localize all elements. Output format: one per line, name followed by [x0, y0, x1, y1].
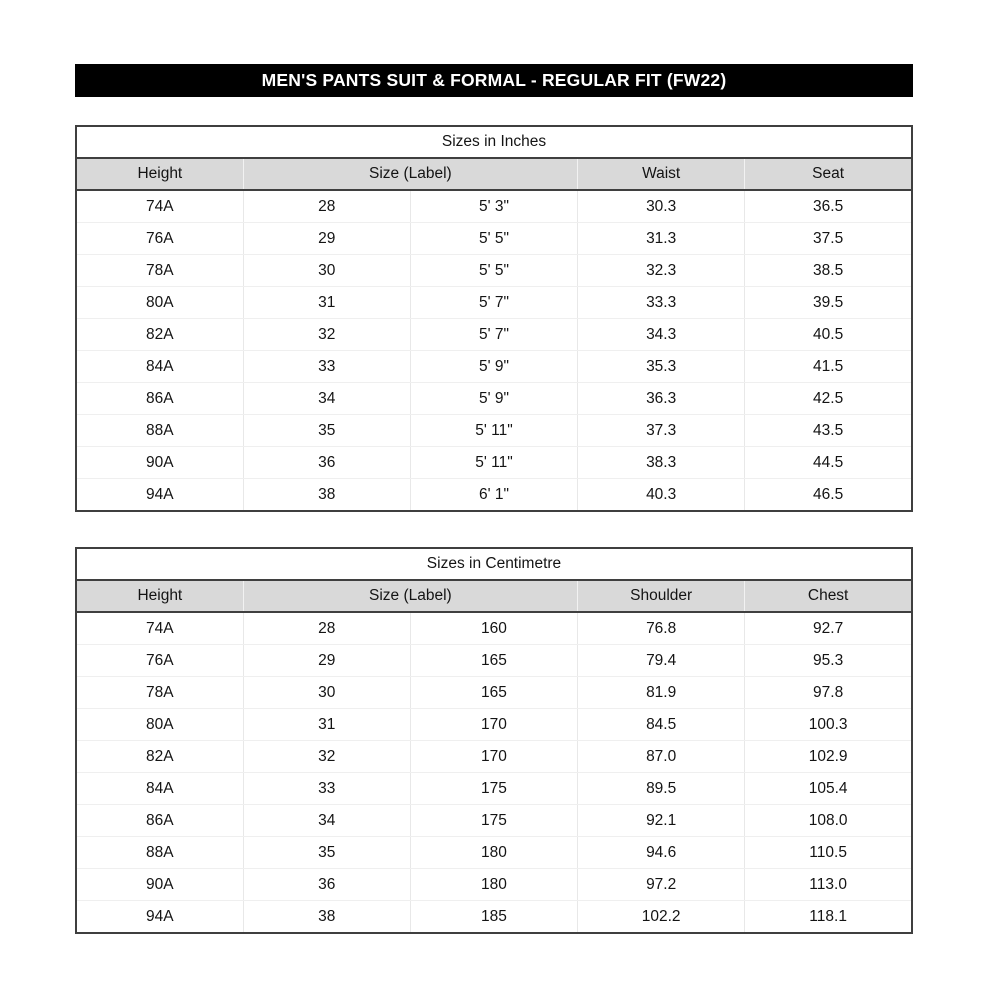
- table-row: [76, 351, 912, 383]
- table-cell: 94A: [76, 479, 243, 512]
- table-cell: 35.3: [578, 351, 745, 383]
- table-row: [76, 612, 912, 645]
- table-header-row: [76, 158, 912, 190]
- table-cell: 5' 11": [410, 447, 577, 479]
- table-cell: 33.3: [578, 287, 745, 319]
- table-header-row: [76, 580, 912, 612]
- table-cell: 105.4: [745, 773, 912, 805]
- table-cell: 118.1: [745, 901, 912, 934]
- table-title: Sizes in Inches: [76, 126, 912, 158]
- table-title-row: [76, 548, 912, 580]
- table-cell: 5' 11": [410, 415, 577, 447]
- table-row: [76, 447, 912, 479]
- table-cell: 36: [243, 447, 410, 479]
- table-cell: 30: [243, 255, 410, 287]
- table-cell: 35: [243, 415, 410, 447]
- table-cell: 5' 5": [410, 223, 577, 255]
- table-cell: 76A: [76, 223, 243, 255]
- table-cell: 84A: [76, 351, 243, 383]
- table-cell: 5' 3": [410, 190, 577, 223]
- table-cell: 33: [243, 773, 410, 805]
- table-cell: 76.8: [578, 612, 745, 645]
- table-cell: 79.4: [578, 645, 745, 677]
- table-cell: 5' 7": [410, 319, 577, 351]
- table-cell: 38.3: [578, 447, 745, 479]
- table-cell: 95.3: [745, 645, 912, 677]
- table-row: [76, 869, 912, 901]
- table-row: [76, 319, 912, 351]
- table-cell: 76A: [76, 645, 243, 677]
- table-cell: 5' 9": [410, 351, 577, 383]
- table-cell: 165: [410, 677, 577, 709]
- column-header: Shoulder: [578, 580, 745, 612]
- table-cell: 97.8: [745, 677, 912, 709]
- table-row: [76, 901, 912, 934]
- table-cell: 81.9: [578, 677, 745, 709]
- table-cell: 34.3: [578, 319, 745, 351]
- table-cell: 40.5: [745, 319, 912, 351]
- table-cell: 90A: [76, 869, 243, 901]
- table-cell: 29: [243, 645, 410, 677]
- table-cell: 185: [410, 901, 577, 934]
- table-cell: 32.3: [578, 255, 745, 287]
- column-header: Height: [76, 158, 243, 190]
- table-cell: 31: [243, 709, 410, 741]
- table-cell: 36.3: [578, 383, 745, 415]
- table-row: [76, 837, 912, 869]
- table-title: Sizes in Centimetre: [76, 548, 912, 580]
- table-cell: 92.1: [578, 805, 745, 837]
- table-cell: 100.3: [745, 709, 912, 741]
- table-cell: 35: [243, 837, 410, 869]
- banner: [75, 64, 913, 97]
- table-cell: 90A: [76, 447, 243, 479]
- table-cell: 89.5: [578, 773, 745, 805]
- table-cell: 38: [243, 901, 410, 934]
- table-cell: 74A: [76, 190, 243, 223]
- size-table-inches: [75, 125, 913, 512]
- table-cell: 31.3: [578, 223, 745, 255]
- table-cell: 28: [243, 612, 410, 645]
- table-cell: 82A: [76, 741, 243, 773]
- table-cell: 160: [410, 612, 577, 645]
- table-cell: 36.5: [745, 190, 912, 223]
- column-header: Waist: [578, 158, 745, 190]
- table-cell: 80A: [76, 287, 243, 319]
- table-row: [76, 255, 912, 287]
- table-cell: 94.6: [578, 837, 745, 869]
- table-cell: 175: [410, 773, 577, 805]
- table-cell: 36: [243, 869, 410, 901]
- column-header: Chest: [745, 580, 912, 612]
- table-cell: 37.5: [745, 223, 912, 255]
- table-cell: 42.5: [745, 383, 912, 415]
- table-cell: 78A: [76, 677, 243, 709]
- table-cell: 87.0: [578, 741, 745, 773]
- column-header: Height: [76, 580, 243, 612]
- table-cell: 170: [410, 741, 577, 773]
- table-cell: 6' 1": [410, 479, 577, 512]
- table-cell: 34: [243, 383, 410, 415]
- table-cell: 94A: [76, 901, 243, 934]
- table-cell: 43.5: [745, 415, 912, 447]
- table-cell: 78A: [76, 255, 243, 287]
- table-row: [76, 383, 912, 415]
- table-row: [76, 709, 912, 741]
- banner-title: MEN'S PANTS SUIT & FORMAL - REGULAR FIT (FW22): [261, 70, 727, 90]
- table-row: [76, 677, 912, 709]
- table-cell: 31: [243, 287, 410, 319]
- size-table-centimetre: [75, 547, 913, 934]
- table-cell: 175: [410, 805, 577, 837]
- table-cell: 102.2: [578, 901, 745, 934]
- table-cell: 32: [243, 741, 410, 773]
- table-cell: 40.3: [578, 479, 745, 512]
- table-cell: 44.5: [745, 447, 912, 479]
- table-cell: 5' 5": [410, 255, 577, 287]
- table-cell: 74A: [76, 612, 243, 645]
- table-cell: 5' 7": [410, 287, 577, 319]
- table-cell: 5' 9": [410, 383, 577, 415]
- table-cell: 33: [243, 351, 410, 383]
- table-cell: 32: [243, 319, 410, 351]
- table-cell: 86A: [76, 383, 243, 415]
- table-cell: 92.7: [745, 612, 912, 645]
- table-cell: 88A: [76, 837, 243, 869]
- table-cell: 46.5: [745, 479, 912, 512]
- table-cell: 30.3: [578, 190, 745, 223]
- table-row: [76, 415, 912, 447]
- table-row: [76, 645, 912, 677]
- table-cell: 38: [243, 479, 410, 512]
- table-cell: 180: [410, 869, 577, 901]
- table-cell: 165: [410, 645, 577, 677]
- table-cell: 29: [243, 223, 410, 255]
- table-row: [76, 773, 912, 805]
- column-header: Seat: [745, 158, 912, 190]
- table-cell: 110.5: [745, 837, 912, 869]
- table-cell: 84.5: [578, 709, 745, 741]
- table-cell: 34: [243, 805, 410, 837]
- table-row: [76, 805, 912, 837]
- table-cell: 30: [243, 677, 410, 709]
- table-cell: 88A: [76, 415, 243, 447]
- column-header: Size (Label): [243, 580, 577, 612]
- table-cell: 86A: [76, 805, 243, 837]
- table-cell: 37.3: [578, 415, 745, 447]
- table-body: [76, 190, 912, 511]
- table-cell: 84A: [76, 773, 243, 805]
- table-row: [76, 190, 912, 223]
- table-cell: 170: [410, 709, 577, 741]
- table-cell: 180: [410, 837, 577, 869]
- table-cell: 38.5: [745, 255, 912, 287]
- table-cell: 41.5: [745, 351, 912, 383]
- table-cell: 102.9: [745, 741, 912, 773]
- table-cell: 113.0: [745, 869, 912, 901]
- table-cell: 82A: [76, 319, 243, 351]
- table-row: [76, 479, 912, 512]
- table-cell: 39.5: [745, 287, 912, 319]
- table-row: [76, 741, 912, 773]
- table-body: [76, 612, 912, 933]
- table-row: [76, 223, 912, 255]
- table-cell: 108.0: [745, 805, 912, 837]
- table-title-row: [76, 126, 912, 158]
- column-header: Size (Label): [243, 158, 577, 190]
- table-cell: 97.2: [578, 869, 745, 901]
- table-row: [76, 287, 912, 319]
- table-cell: 28: [243, 190, 410, 223]
- table-cell: 80A: [76, 709, 243, 741]
